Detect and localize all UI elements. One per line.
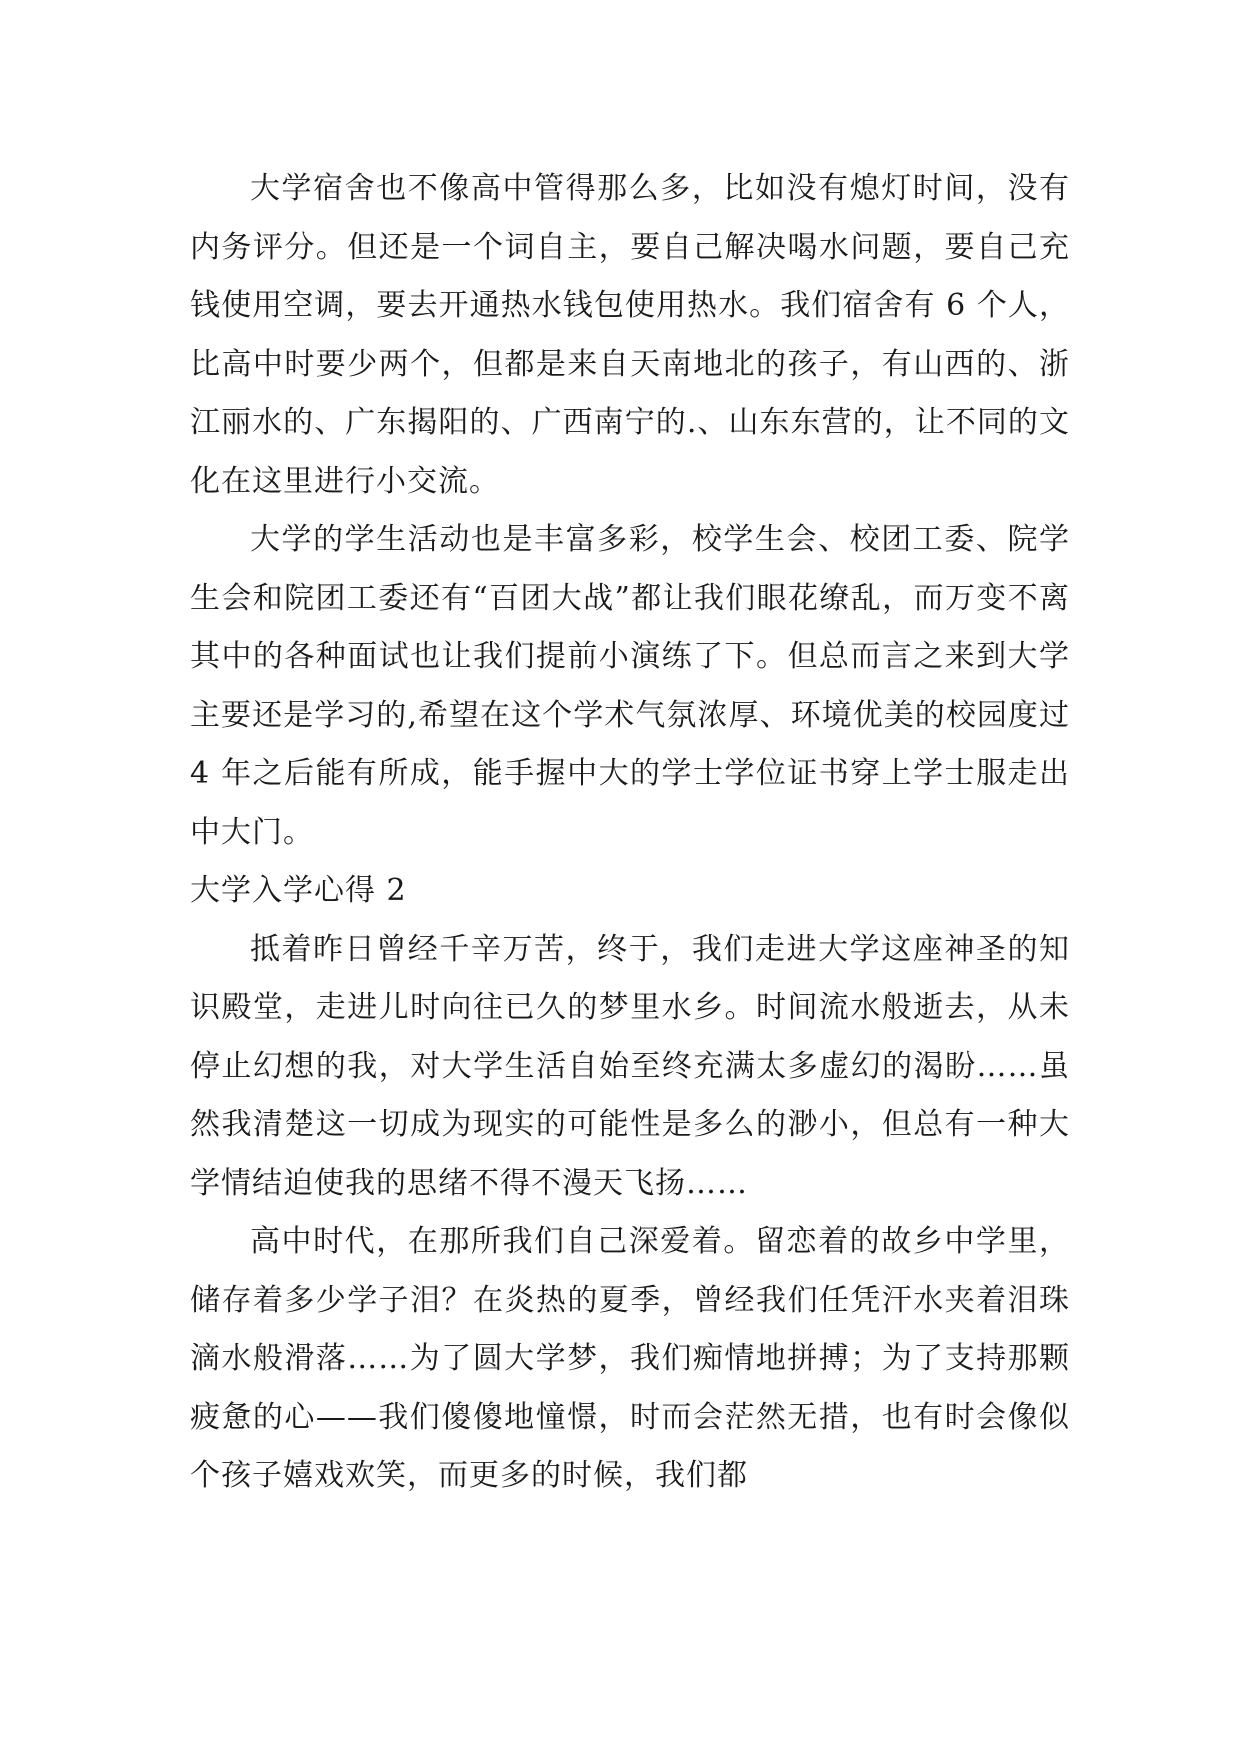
paragraph-student-activities: 大学的学生活动也是丰富多彩，校学生会、校团工委、院学生会和院团工委还有“百团大战”都让我们眼花缭乱，而万变不离其中的各种面试也让我们提前小演练了下。但总而言之来到大学主要还是学习的,希望在这个学术气氛浓厚、环境优美的校园度过 4 年之后能有所成，能手握中大的学士学位证书穿上学士服走出中大门。: [190, 522, 1070, 850]
paragraph-high-school-era: 高中时代，在那所我们自己深爱着。留恋着的故乡中学里，储存着多少学子泪？在炎热的夏季，曾经我们任凭汗水夹着泪珠滴水般滑落……为了圆大学梦，我们痴情地拼搏；为了支持那颗疲惫的心——我们傻傻地憧憬，时而会茫然无措，也有时会像似个孩子嬉戏欢笑，而更多的时候，我们都: [190, 1224, 1070, 1493]
section-heading: 大学入学心得 2: [190, 873, 407, 908]
document-body: [190, 160, 1070, 1506]
paragraph-dormitory: 大学宿舍也不像高中管得那么多，比如没有熄灯时间，没有内务评分。但还是一个词自主，要自己解决喝水问题，要自己充钱使用空调，要去开通热水钱包使用热水。我们宿舍有 6 个人，比高中时要少两个，但都是来自天南地北的孩子，有山西的、浙江丽水的、广东揭阳的、广西南宁的.、山东东营的，让不同的文化在这里进行小交流。: [190, 171, 1070, 499]
paragraph-entering-university: 抵着昨日曾经千辛万苦，终于，我们走进大学这座神圣的知识殿堂，走进儿时向往已久的梦里水乡。时间流水般逝去，从未停止幻想的我，对大学生活自始至终充满太多虚幻的渴盼……虽然我清楚这一切成为现实的可能性是多么的渺小，但总有一种大学情结迫使我的思绪不得不漫天飞扬……: [190, 931, 1070, 1201]
